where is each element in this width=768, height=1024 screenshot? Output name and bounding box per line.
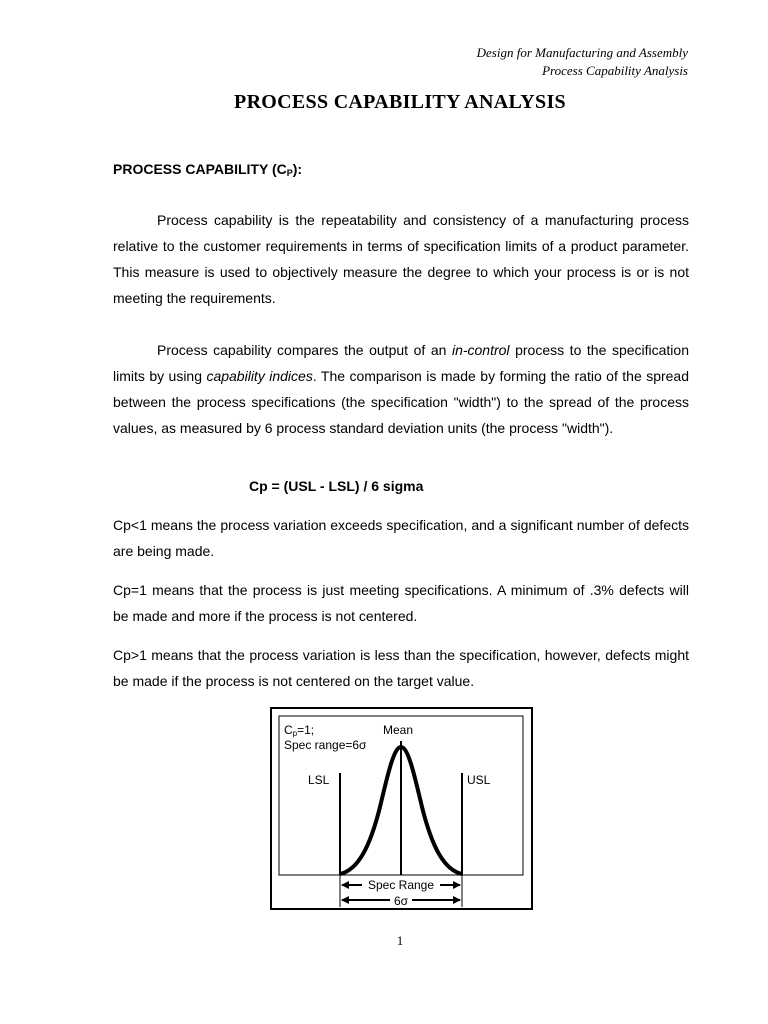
running-header	[477, 44, 688, 80]
six-sigma-caption: 6σ	[393, 894, 409, 908]
usl-label: USL	[467, 773, 491, 787]
arrowhead-right-lower	[453, 896, 461, 904]
header-line-2: Process Capability Analysis	[542, 63, 688, 78]
arrowhead-left-lower	[341, 896, 349, 904]
p2-text-c: . The comparison is made by forming the ratio of the spread between the process specifications (the specification "width") to the spread of the process values, as measured by 6 process standard deviation units (the process "width").	[113, 368, 690, 436]
cp-formula: Cp = (USL - LSL) / 6 sigma	[249, 478, 424, 494]
p2-text-b: process to the specification limits by using	[113, 342, 689, 384]
arrowhead-left-upper	[341, 881, 349, 889]
paragraph-comparison	[113, 337, 689, 441]
lsl-label: LSL	[308, 773, 330, 787]
arrowhead-right-upper	[453, 881, 461, 889]
p2-italic-in-control: in-control	[451, 342, 510, 358]
section-heading-subscript: P	[286, 168, 293, 178]
p2-italic-capability-indices: capability indices	[206, 368, 313, 384]
capability-diagram	[270, 707, 534, 911]
p2-text-a: Process capability compares the output of an	[157, 342, 452, 358]
section-heading-suffix: ):	[292, 161, 303, 177]
section-heading-prefix: PROCESS CAPABILITY (C	[113, 161, 287, 177]
section-heading	[113, 161, 302, 178]
paragraph-cp-less-than-1: Cp<1 means the process variation exceeds specification, and a significant number of defects are being made.	[113, 517, 689, 559]
paragraph-cp-equals-1: Cp=1 means that the process is just meeting specifications. A minimum of .3% defects will be made and more if the process is not centered.	[113, 582, 689, 624]
header-line-1: Design for Manufacturing and Assembly	[476, 45, 688, 60]
page-number: 1	[396, 933, 404, 948]
spec-range-label: Spec range=6σ	[284, 738, 367, 752]
paragraph-definition: Process capability is the repeatability and consistency of a manufacturing process relative to the customer requirements in terms of specification limits of a product parameter. This measure is used to objectively measure the degree to which your process is or is not meeting the requirements.	[113, 212, 689, 306]
paragraph-cp-greater-than-1: Cp>1 means that the process variation is less than the specification, however, defects might be made if the process is not centered on the target value.	[113, 647, 689, 689]
capability-figure	[270, 707, 534, 911]
mean-label: Mean	[383, 723, 414, 737]
cp-label: Cp=1;	[284, 723, 315, 738]
document-title: PROCESS CAPABILITY ANALYSIS	[234, 91, 566, 113]
spec-range-caption: Spec Range	[367, 878, 435, 892]
